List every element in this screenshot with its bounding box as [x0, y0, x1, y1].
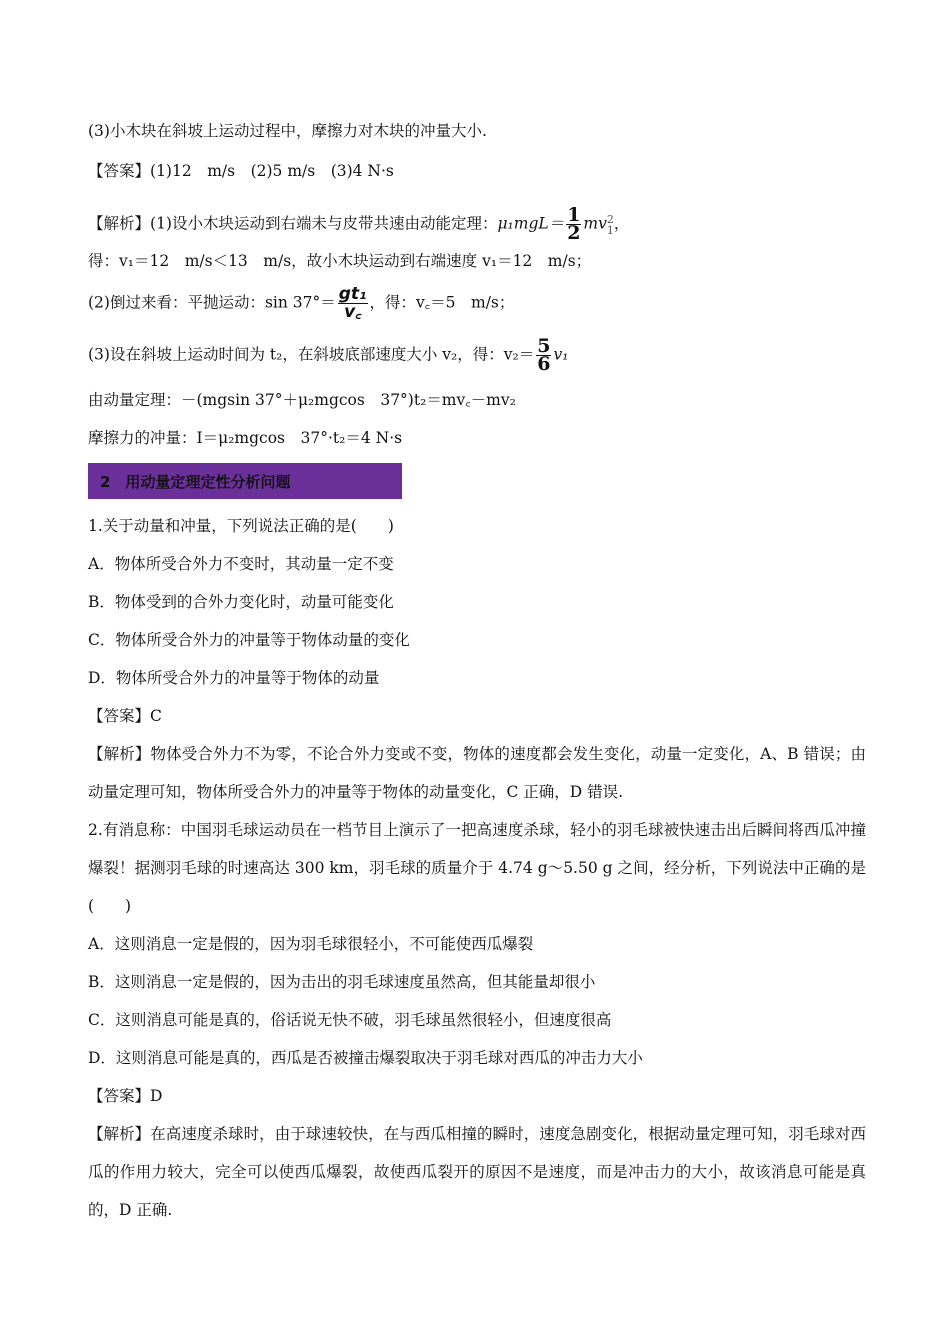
section-banner: [88, 463, 402, 499]
fraction-half: [566, 204, 581, 244]
q1-option-c: C．物体所受合外力的冲量等于物体动量的变化: [88, 631, 410, 649]
analysis-line-1: [88, 204, 630, 244]
fraction-numerator: 5: [537, 335, 551, 357]
analysis-text: 在高速度杀球时，由于球速较快，在与西瓜相撞的瞬时，速度急剧变化，根据动量定理可知，羽毛球对西瓜的作用力较大，完全可以使西瓜爆裂，故使西瓜裂开的原因不是速度，而是冲击力的大小，故该消息可能是真的，D 正确.: [88, 1125, 866, 1219]
answer-value: D: [150, 1087, 163, 1105]
fraction-denominator: 6: [537, 353, 551, 375]
question-3-text: (3)小木块在斜坡上运动过程中，摩擦力对木块的冲量大小.: [88, 122, 487, 140]
q2-option-c: C．这则消息可能是真的，俗话说无快不破，羽毛球虽然很轻小，但速度很高: [88, 1011, 612, 1029]
section-banner-title: 2 用动量定理定性分析问题: [100, 473, 291, 491]
analysis-tag: 【解析】: [88, 214, 151, 233]
answer-block-1: [88, 160, 394, 182]
formula-end: ，: [613, 214, 630, 233]
q1-stem: 1.关于动量和冲量，下列说法正确的是( ): [88, 517, 394, 535]
fraction-denominator: 2: [567, 222, 581, 244]
analysis-text: 物体受合外力不为零，不论合外力变或不变，物体的速度都会发生变化，动量一定变化，A、B 错误；由动量定理可知，物体所受合外力的冲量等于物体的动量变化，C 正确，D 错误.: [88, 745, 866, 801]
part2-line: [88, 286, 514, 321]
part3-post: v₁: [553, 345, 569, 364]
friction-impulse: 摩擦力的冲量：I＝μ₂mgcos 37°·t₂＝4 N·s: [88, 429, 403, 447]
q2-option-b: B．这则消息一定是假的，因为击出的羽毛球速度虽然高，但其能量却很小: [88, 973, 596, 991]
result-line-1: 得：v₁＝12 m/s＜13 m/s，故小木块运动到右端速度 v₁＝12 m/s；: [88, 252, 592, 270]
fraction-denominator: v꜀: [344, 302, 362, 322]
subscript: 1: [606, 223, 614, 237]
fraction-numerator: gt₁: [338, 284, 367, 304]
q2-answer: [88, 1085, 162, 1107]
part2-pre: (2)倒过来看：平抛运动：sin 37°＝: [88, 293, 336, 312]
q1-option-b: B．物体受到的合外力变化时，动量可能变化: [88, 593, 394, 611]
answer-tag: 【答案】: [88, 162, 151, 180]
part3-pre: (3)设在斜坡上运动时间为 t₂，在斜坡底部速度大小 v₂，得：v₂＝: [88, 345, 535, 364]
q1-option-a: A．物体所受合外力不变时，其动量一定不变: [88, 555, 394, 573]
fraction-gt-over-v: [338, 286, 368, 321]
part2-post: ，得：v꜀＝5 m/s；: [369, 293, 515, 312]
formula-rhs: mv: [583, 214, 607, 233]
fraction-five-sixths: [536, 335, 551, 375]
fraction-numerator: 1: [567, 204, 581, 226]
momentum-equation: 由动量定理：－(mgsin 37°＋μ₂mgcos 37°)t₂＝mv꜀－mv₂: [88, 391, 516, 409]
formula-lhs: μ₁mgL＝: [497, 214, 565, 233]
q2-stem: 2.有消息称：中国羽毛球运动员在一档节目上演示了一把高速度杀球，轻小的羽毛球被快速击出后瞬间将西瓜冲撞爆裂！据测羽毛球的时速高达 300 km，羽毛球的质量介于 4.74 g～5.50 g 之间，经分析，下列说法中正确的是( ): [88, 821, 866, 915]
q2-option-a: A．这则消息一定是假的，因为羽毛球很轻小，不可能使西瓜爆裂: [88, 935, 534, 953]
analysis-text: (1)设小木块运动到右端未与皮带共速由动能定理：: [150, 214, 498, 233]
q1-analysis: [88, 735, 866, 811]
q1-option-d: D．物体所受合外力的冲量等于物体的动量: [88, 669, 380, 687]
answer-value: C: [150, 707, 162, 725]
superscript: 2: [606, 212, 614, 226]
q1-answer: [88, 705, 162, 727]
sub-sup: [607, 214, 614, 236]
q2-option-d: D．这则消息可能是真的，西瓜是否被撞击爆裂取决于羽毛球对西瓜的冲击力大小: [88, 1049, 643, 1067]
part3-line: [88, 335, 569, 375]
analysis-tag: 【解析】: [88, 745, 151, 763]
answer-tag: 【答案】: [88, 1087, 151, 1105]
answer-tag: 【答案】: [88, 707, 151, 725]
answer-text: (1)12 m/s (2)5 m/s (3)4 N·s: [150, 162, 394, 180]
q2-analysis: [88, 1115, 866, 1229]
analysis-tag: 【解析】: [88, 1125, 151, 1143]
